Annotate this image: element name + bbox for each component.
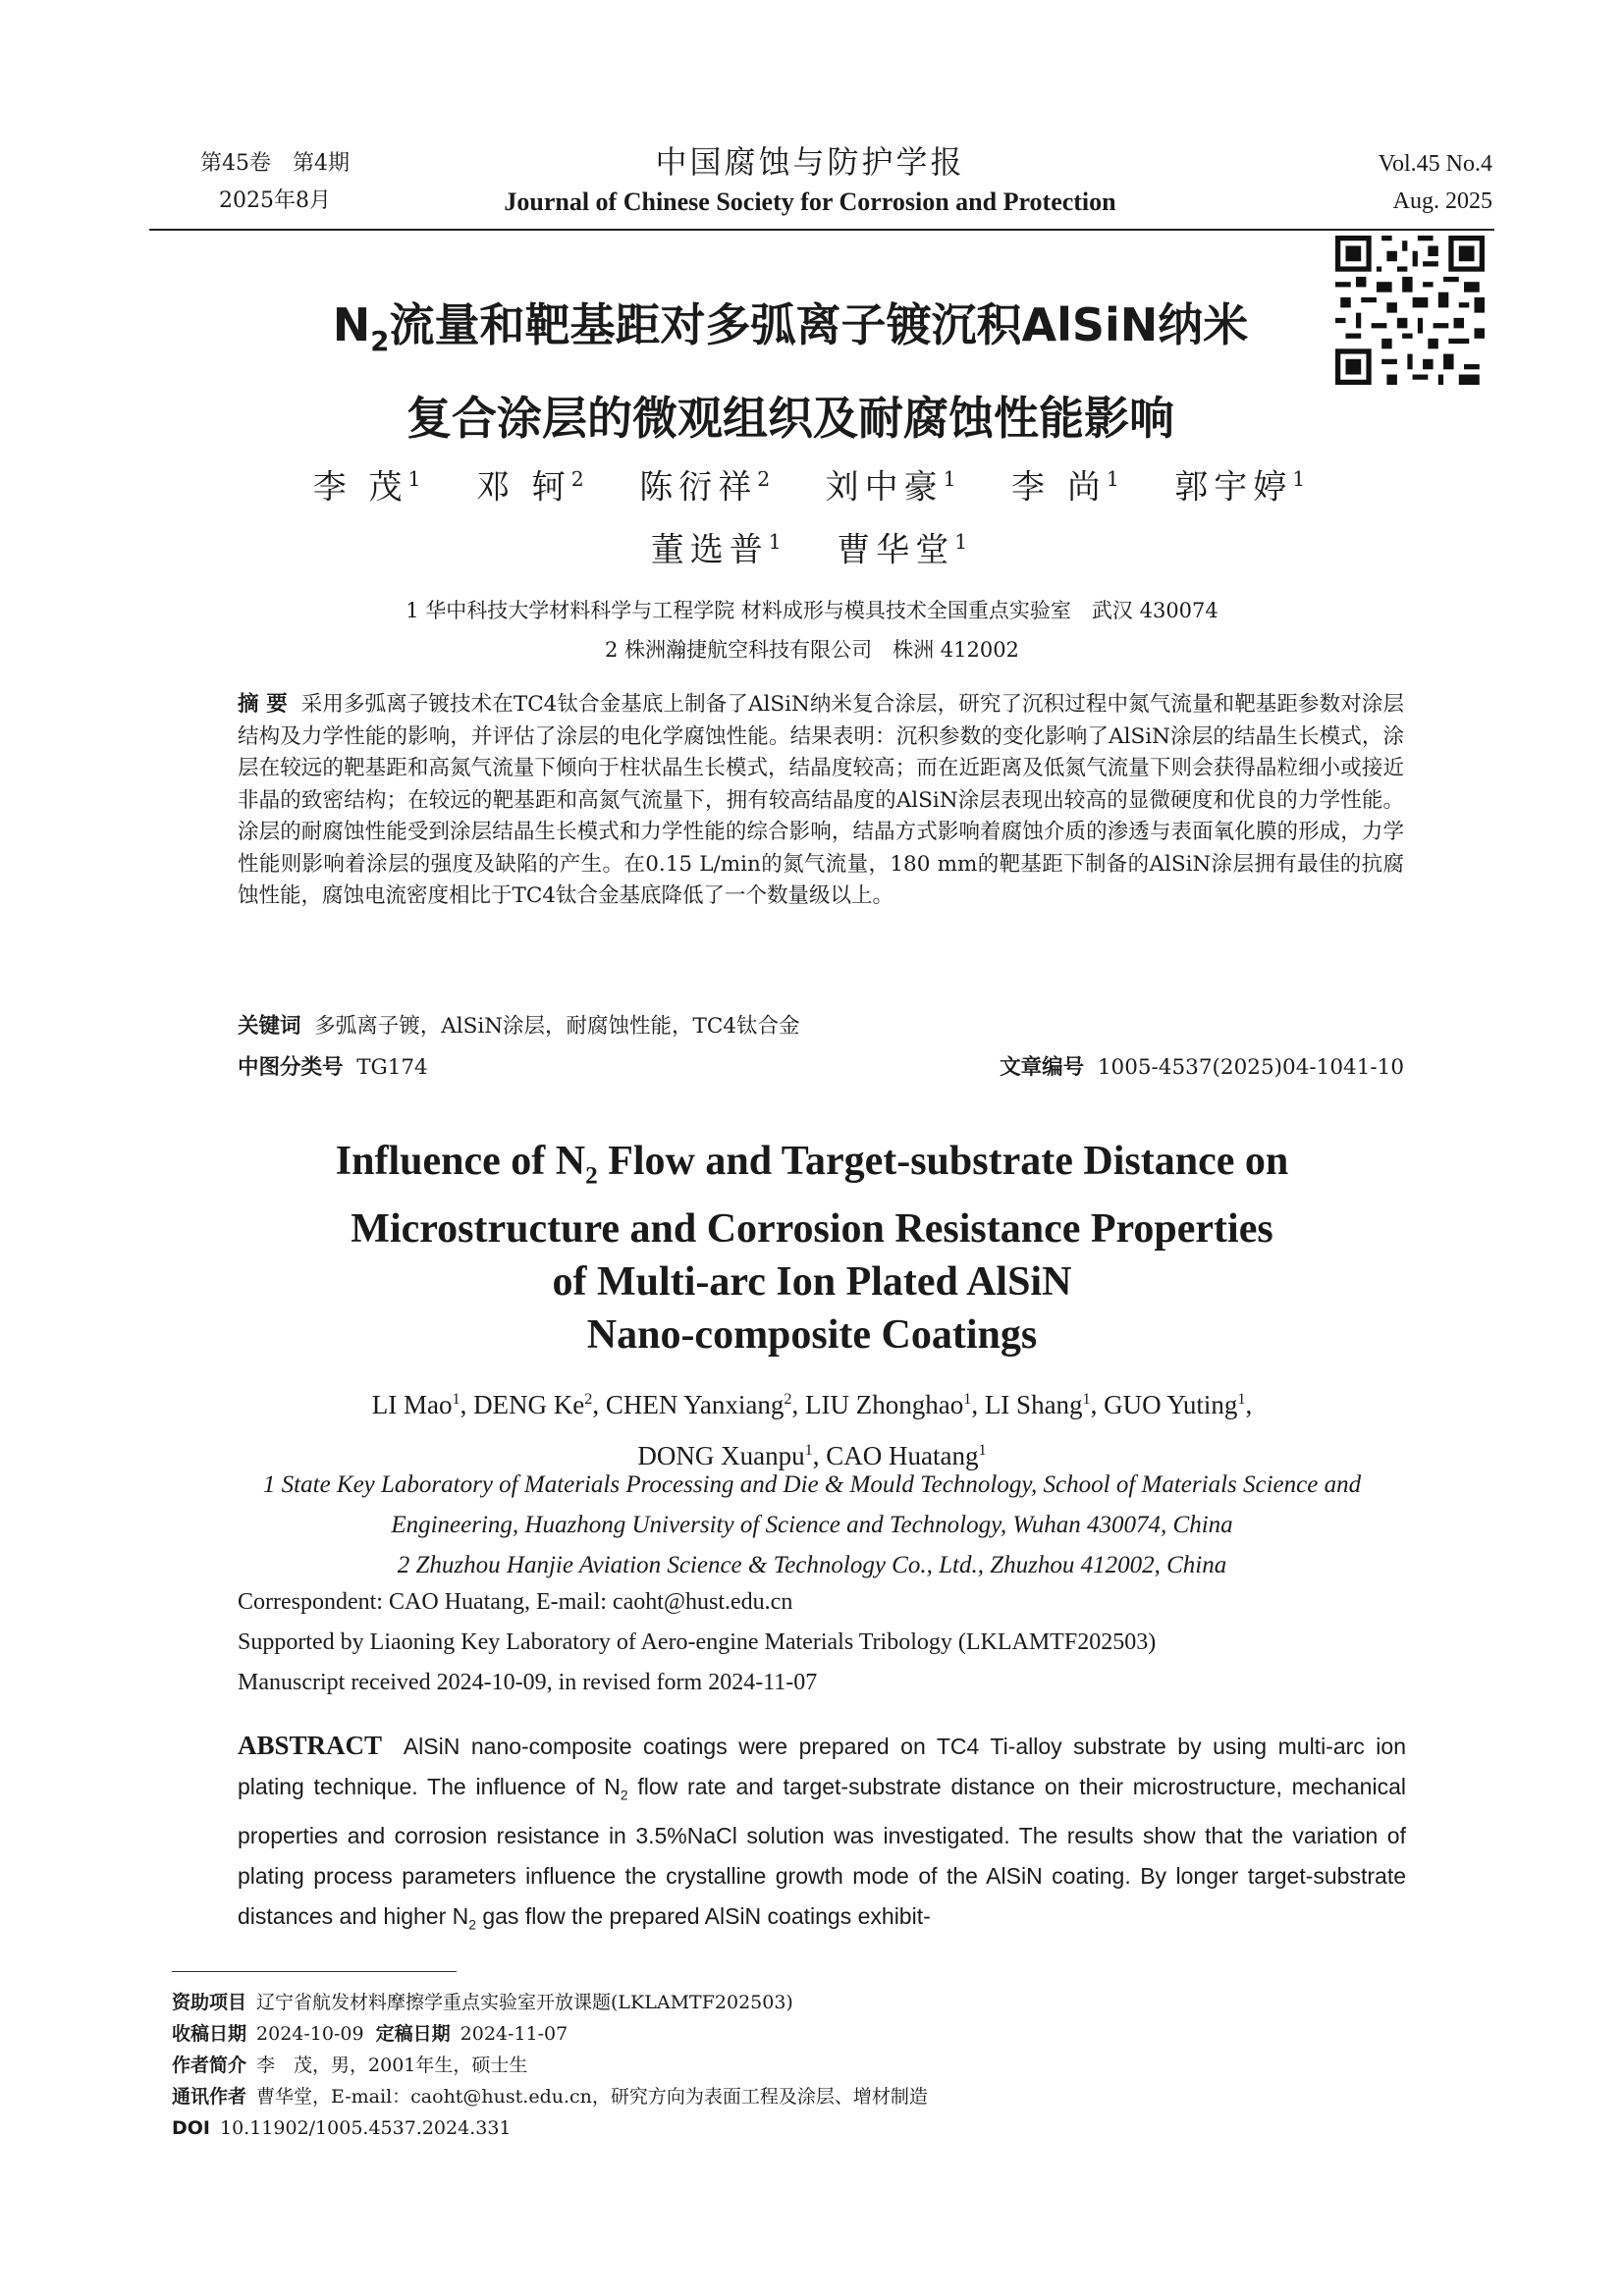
title-cn-line1 xyxy=(245,287,1335,380)
title-en-subscript: 2 xyxy=(585,1162,598,1190)
title-en-line1-post: Flow and Target-substrate Distance on xyxy=(597,1139,1289,1184)
title-cn-n-symbol: N xyxy=(332,298,371,351)
journal-name-cn: 中国腐蚀与防护学报 xyxy=(655,143,965,181)
affiliation-en-2: 2 Zhuzhou Hanjie Aviation Science & Technology Co., Ltd., Zhuzhou 412002, China xyxy=(397,1552,1227,1578)
author-en-8: CAO Huatang xyxy=(826,1441,979,1470)
author-cn-1: 李 茂 xyxy=(312,467,408,507)
author-cn-8-affil: 1 xyxy=(954,530,974,555)
author-cn-2-affil: 2 xyxy=(570,467,590,491)
author-cn-4-affil: 1 xyxy=(943,467,962,491)
keywords-cn-text: 多弧离子镀，AlSiN涂层，耐腐蚀性能，TC4钛合金 xyxy=(314,1014,800,1039)
title-cn-subscript: 2 xyxy=(370,325,390,358)
affiliation-cn-2: 2 株洲瀚捷航空科技有限公司 株洲 412002 xyxy=(605,638,1019,662)
meta-en xyxy=(238,1582,1404,1703)
footnote-doi xyxy=(172,2112,1448,2144)
affiliations-en xyxy=(236,1465,1388,1585)
footnote-corresponding xyxy=(172,2081,1448,2112)
classification-line xyxy=(238,1052,1404,1084)
title-en-line2: Microstructure and Corrosion Resistance Properties xyxy=(351,1206,1273,1253)
funding-label: 资助项目 xyxy=(172,1992,247,2013)
author-cn-5: 李 尚 xyxy=(1011,467,1107,507)
final-label: 定稿日期 xyxy=(375,2023,451,2045)
paper-title-cn xyxy=(245,287,1335,456)
supported-by-line: Supported by Liaoning Key Laboratory of Aero-engine Materials Tribology (LKLAMTF202503) xyxy=(238,1629,1157,1655)
author-en-8-affil: 1 xyxy=(978,1441,987,1459)
abstract-en-subscript-1: 2 xyxy=(620,1788,628,1803)
author-en-4: LIU Zhonghao xyxy=(805,1390,964,1419)
author-cn-2: 邓 轲 xyxy=(475,467,571,507)
class-number-label: 中图分类号 xyxy=(238,1055,344,1080)
final-date: 2024-11-07 xyxy=(460,2023,568,2045)
abstract-en-label: ABSTRACT xyxy=(238,1731,383,1760)
paper-title-en xyxy=(196,1135,1428,1362)
header-right xyxy=(1316,145,1492,220)
journal-header xyxy=(452,139,1168,220)
author-en-7-affil: 1 xyxy=(804,1441,813,1459)
title-en-line4: Nano-composite Coatings xyxy=(586,1312,1038,1359)
article-number-value: 1005-4537(2025)04-1041-10 xyxy=(1097,1055,1404,1080)
author-cn-5-affil: 1 xyxy=(1106,467,1125,491)
abstract-en-text-2: flow rate and target-substrate distance on their microstructure, mechanical properties and corrosion resistance in 3.5%NaCl solution was investigated. The results show that the variation of plating process parameters influence the crystalline growth mode of the AlSiN coating. By longer target-substrate distances and higher N xyxy=(238,1774,1406,1929)
header-left xyxy=(177,145,373,220)
affiliation-en-1-cont: Engineering, Huazhong University of Science and Technology, Wuhan 430074, China xyxy=(391,1512,1233,1538)
date-cn: 2025年8月 xyxy=(219,188,331,213)
keywords-cn-label: 关键词 xyxy=(238,1014,301,1039)
affiliations-cn xyxy=(196,591,1428,669)
header-rule xyxy=(149,229,1494,231)
keywords-cn xyxy=(238,1011,1404,1042)
author-cn-1-affil: 1 xyxy=(407,467,427,491)
received-label: 收稿日期 xyxy=(172,2023,247,2045)
abstract-cn-text: 采用多弧离子镀技术在TC4钛合金基底上制备了AlSiN纳米复合涂层，研究了沉积过程中氮气流量和靶基距参数对涂层结构及力学性能的影响，并评估了涂层的电化学腐蚀性能。结果表明：沉积参数的变化影响了AlSiN涂层的结晶生长模式，涂层在较远的靶基距和高氮气流量下倾向于柱状晶生长模式，结晶度较高；而在近距离及低氮气流量下则会获得晶粒细小或接近非晶的致密结构；在较远的靶基距和高氮气流量下，拥有较高结晶度的AlSiN涂层表现出较高的显微硬度和优良的力学性能。涂层的耐腐蚀性能受到涂层结晶生长模式和力学性能的综合影响，结晶方式影响着腐蚀介质的渗透与表面氧化膜的形成，力学性能则影响着涂层的强度及缺陷的产生。在0.15 L/min的氮气流量，180 mm的靶基距下制备的AlSiN涂层拥有最佳的抗腐蚀性能，腐蚀电流密度相比于TC4钛合金基底降低了一个数量级以上。 xyxy=(238,692,1404,908)
title-cn-line2: 复合涂层的微观组织及耐腐蚀性能影响 xyxy=(406,392,1174,446)
author-cn-7: 董选普 xyxy=(650,530,769,570)
author-en-1: LI Mao xyxy=(371,1390,453,1419)
title-en-line1-pre: Influence of N xyxy=(335,1139,586,1184)
correspondent-line: Correspondent: CAO Huatang, E-mail: caoht@hust.edu.cn xyxy=(238,1589,793,1615)
title-en-line3: of Multi-arc Ion Plated AlSiN xyxy=(552,1259,1072,1306)
funding-text: 辽宁省航发材料摩擦学重点实验室开放课题(LKLAMTF202503) xyxy=(256,1992,793,2013)
author-cn-4: 刘中豪 xyxy=(825,467,944,507)
abstract-en-text-1: AlSiN nano-composite coatings were prepared on TC4 Ti-alloy substrate by using multi-arc ion plating technique. The influence of N xyxy=(238,1734,1406,1799)
manuscript-received-line: Manuscript received 2024-10-09, in revised form 2024-11-07 xyxy=(238,1670,818,1695)
abstract-cn xyxy=(238,689,1404,913)
author-en-7: DONG Xuanpu xyxy=(637,1441,805,1470)
footnote-rule xyxy=(172,1971,457,1972)
received-date: 2024-10-09 xyxy=(256,2023,364,2045)
author-cn-3-affil: 2 xyxy=(757,467,777,491)
author-cn-7-affil: 1 xyxy=(768,530,787,555)
title-cn-line1-text: 流量和靶基距对多弧离子镀沉积AlSiN纳米 xyxy=(389,298,1249,351)
volume-issue-cn: 第45卷 第4期 xyxy=(200,151,350,176)
author-en-3-affil: 2 xyxy=(784,1390,792,1408)
article-number-label: 文章编号 xyxy=(1000,1055,1085,1080)
author-en-2-affil: 2 xyxy=(584,1390,593,1408)
doi-value: 10.11902/1005.4537.2024.331 xyxy=(220,2117,512,2139)
author-en-5: LI Shang xyxy=(984,1390,1083,1419)
authors-en: LI Mao$^1$, DENG Ke$^2$, CHEN Yanxiang$^2$, LIU Zhonghao$^1$, LI Shang$^1$, GUO Yuting$^1$, DONG Xuanpu$^1$, CAO Huatang$^1$ xyxy=(371,1390,1253,1470)
date-en: Aug. 2025 xyxy=(1392,188,1492,214)
footnote-author xyxy=(172,2050,1448,2081)
volume-issue-en: Vol.45 No.4 xyxy=(1378,151,1492,177)
author-bio-label: 作者简介 xyxy=(172,2055,247,2076)
footnotes xyxy=(172,1987,1448,2144)
author-cn-8: 曹华堂 xyxy=(837,530,955,570)
affiliation-en-1: 1 State Key Laboratory of Materials Processing and Die & Mould Technology, School of Materials Science and xyxy=(262,1471,1362,1498)
author-cn-6-affil: 1 xyxy=(1292,467,1312,491)
abstract-cn-label: 摘 要 xyxy=(238,692,288,717)
abstract-en-text-3: gas flow the prepared AlSiN coatings exhibit- xyxy=(475,1902,931,1929)
title-en-line1 xyxy=(196,1135,1428,1202)
footnote-funding xyxy=(172,1987,1448,2018)
author-en-4-affil: 1 xyxy=(963,1390,972,1408)
class-number-value: TG174 xyxy=(356,1055,428,1080)
author-bio-text: 李 茂，男，2001年生，硕士生 xyxy=(256,2055,528,2076)
author-en-3: CHEN Yanxiang xyxy=(605,1390,785,1419)
abstract-en xyxy=(238,1726,1406,1945)
qr-code-icon xyxy=(1335,236,1485,385)
author-cn-6: 郭宇婷 xyxy=(1174,467,1293,507)
affiliation-cn-1: 1 华中科技大学材料科学与工程学院 材料成形与模具技术全国重点实验室 武汉 430074 xyxy=(406,599,1218,622)
doi-label: DOI xyxy=(172,2117,210,2139)
article-number xyxy=(1000,1052,1404,1084)
author-cn-3: 陈衍祥 xyxy=(639,467,758,507)
author-en-5-affil: 1 xyxy=(1082,1390,1091,1408)
authors-cn xyxy=(295,452,1329,578)
corresponding-label: 通讯作者 xyxy=(172,2086,247,2108)
abstract-en-subscript-2: 2 xyxy=(468,1917,476,1933)
author-en-1-affil: 1 xyxy=(452,1390,460,1408)
author-en-6: GUO Yuting xyxy=(1104,1390,1238,1419)
footnote-dates xyxy=(172,2018,1448,2050)
corresponding-text: 曹华堂，E-mail：caoht@hust.edu.cn，研究方向为表面工程及涂层、增材制造 xyxy=(256,2086,928,2108)
author-en-2: DENG Ke xyxy=(473,1390,585,1419)
author-en-6-affil: 1 xyxy=(1237,1390,1246,1408)
journal-name-en: Journal of Chinese Society for Corrosion and Protection xyxy=(504,187,1116,216)
